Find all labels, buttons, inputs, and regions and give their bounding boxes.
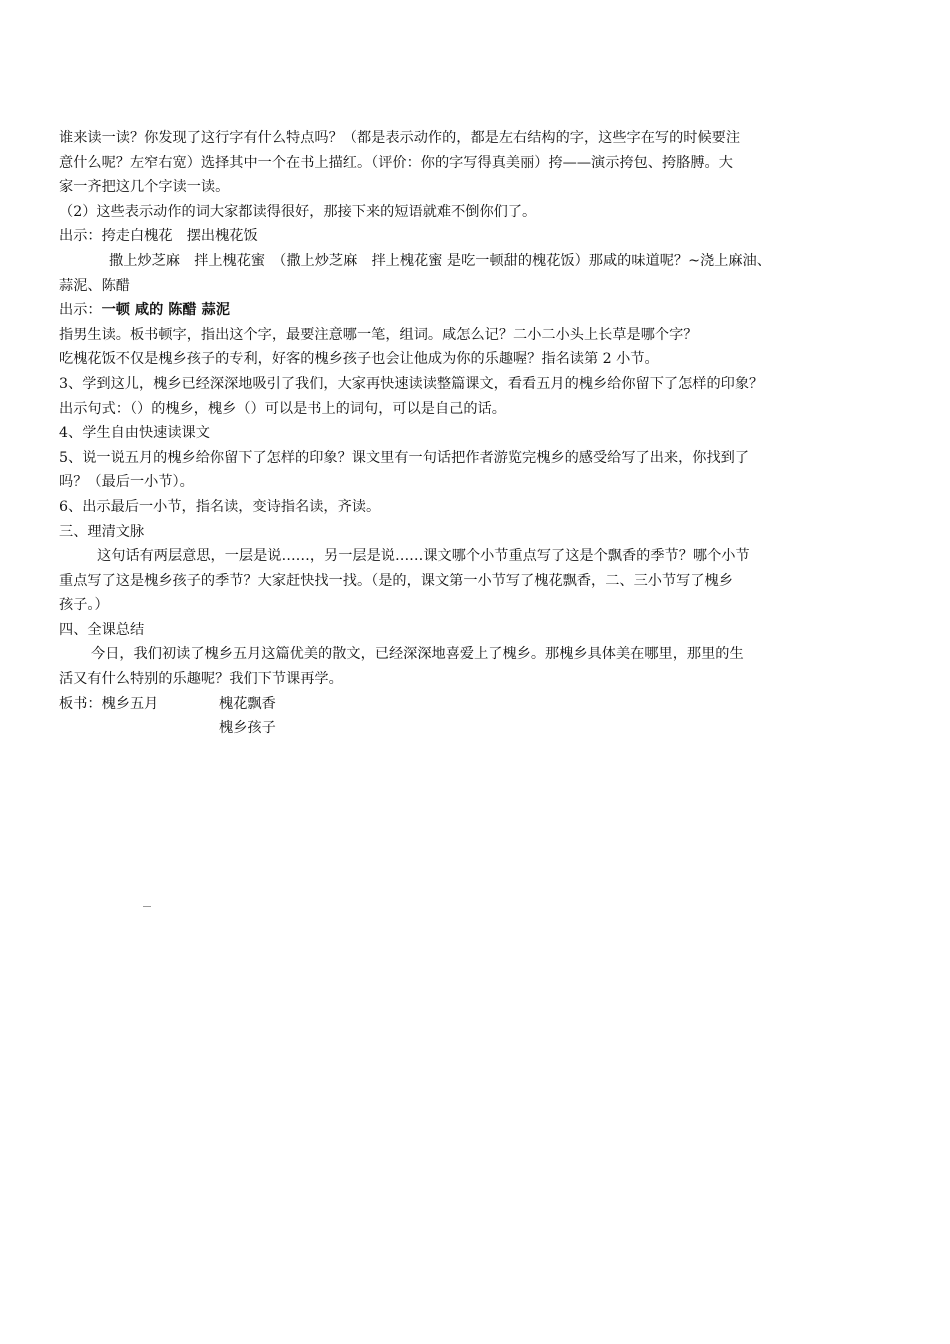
paragraph-line: 4、学生自由快速读课文	[59, 425, 210, 442]
blackboard-items	[219, 692, 276, 741]
paragraph-line: 吃槐花饭不仅是槐乡孩子的专利，好客的槐乡孩子也会让他成为你的乐趣喔？指名读第 2 小节。	[59, 351, 659, 368]
section-heading: 三、理清文脉	[59, 523, 145, 540]
paragraph-line: 出示句式：（）的槐乡，槐乡（）可以是书上的词句，可以是自己的话。	[59, 400, 506, 417]
paragraph-line: 出示：挎走白槐花 摆出槐花饭	[59, 228, 258, 245]
paragraph-line: 意什么呢？左窄右宽）选择其中一个在书上描红。（评价：你的字写得真美丽）挎——演示挎包、挎胳膊。大	[59, 154, 733, 171]
paragraph-line: 谁来读一读？你发现了这行字有什么特点吗？（都是表示动作的，都是左右结构的字，这些字在写的时候要注	[59, 130, 741, 146]
paragraph-line: 这句话有两层意思，一层是说……，另一层是说……课文哪个小节重点写了这是个飘香的季节？哪个小节	[97, 548, 750, 565]
paragraph-line: 孩子。）	[59, 597, 109, 614]
paragraph-line: 家一齐把这几个字读一读。	[59, 179, 230, 196]
show-prefix: 出示：	[59, 302, 102, 319]
paragraph-line: 指男生读。板书顿字，指出这个字，最要注意哪一笔，组词。咸怎么记？二小二小头上长草是哪个字？	[59, 326, 698, 343]
paragraph-line: 5、说一说五月的槐乡给你留下了怎样的印象？课文里有一句话把作者游览完槐乡的感受给写了出来，你找到了	[59, 449, 750, 466]
paragraph-line: （2）这些表示动作的词大家都读得很好，那接下来的短语就难不倒你们了。	[59, 203, 537, 220]
paragraph-line: 蒜泥、陈醋	[59, 277, 130, 294]
blackboard-item: 槐花飘香	[219, 695, 276, 712]
show-bold-words: 一顿 咸的 陈醋 蒜泥	[101, 302, 230, 319]
document-body	[59, 126, 889, 741]
section-heading: 四、全课总结	[59, 621, 145, 638]
paragraph-line: 6、出示最后一小节，指名读，变诗指名读，齐读。	[59, 498, 381, 515]
show-line	[59, 298, 889, 323]
paragraph-line: 活又有什么特别的乐趣呢？我们下节课再学。	[59, 671, 343, 688]
paragraph-line: 重点写了这是槐乡孩子的季节？大家赶快找一找。（是的，课文第一小节写了槐花飘香，二、三小节写了槐乡	[59, 572, 733, 589]
paragraph-line: 吗？（最后一小节）。	[59, 474, 194, 491]
blackboard-label: 板书：槐乡五月	[59, 695, 159, 712]
stray-dash-mark	[143, 906, 151, 907]
blackboard-item: 槐乡孩子	[219, 720, 276, 737]
blackboard-summary	[59, 692, 889, 741]
paragraph-line: 3、学到这儿，槐乡已经深深地吸引了我们，大家再快速读读整篇课文，看看五月的槐乡给你留下了怎样的印象？	[59, 375, 764, 392]
paragraph-line: 撒上炒芝麻 拌上槐花蜜 （撒上炒芝麻 拌上槐花蜜 是吃一顿甜的槐花饭）那咸的味道呢？~浇上麻油、	[109, 252, 771, 269]
paragraph-line: 今日，我们初读了槐乡五月这篇优美的散文，已经深深地喜爱上了槐乡。那槐乡具体美在哪里，那里的生	[91, 646, 744, 663]
